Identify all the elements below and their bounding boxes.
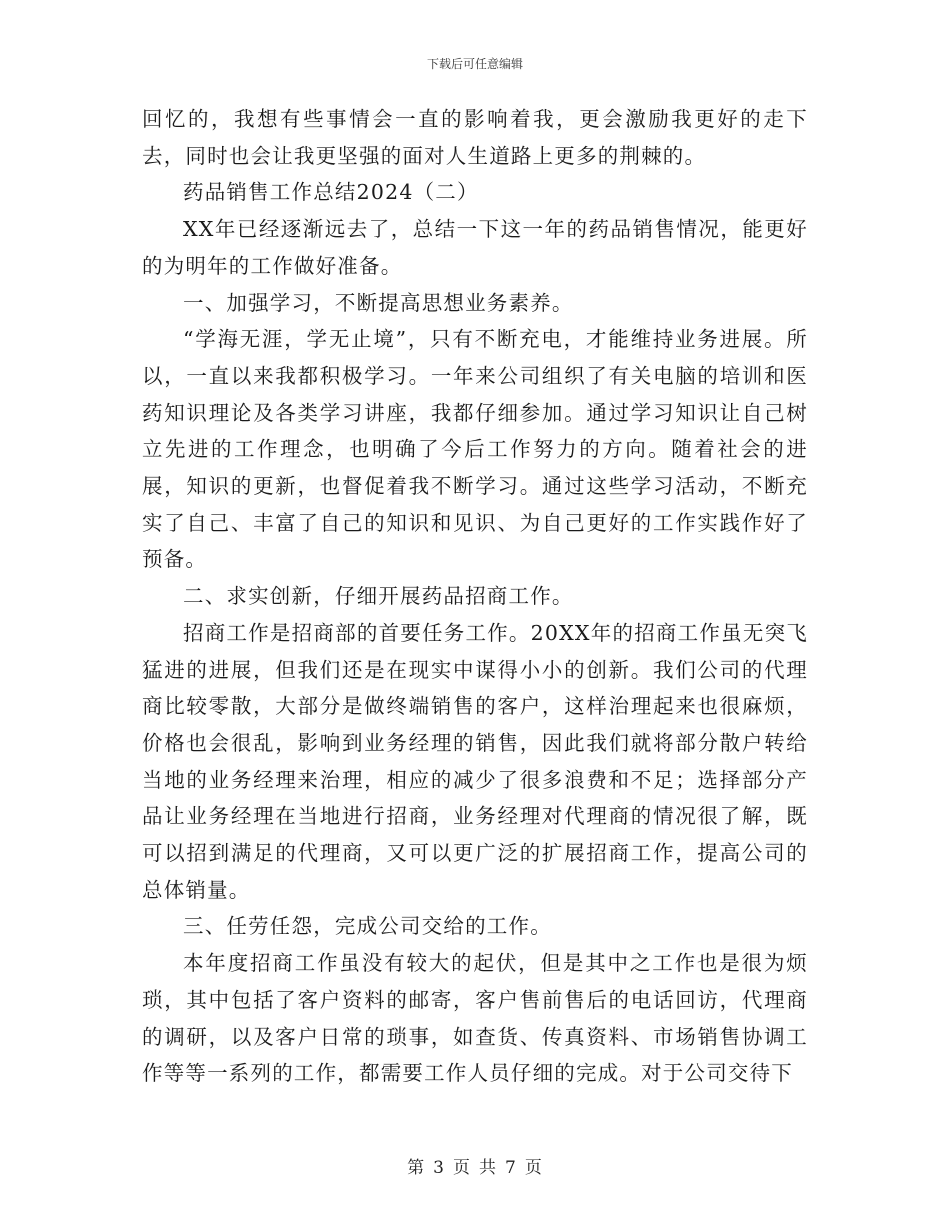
page-header-note: 下载后可任意编辑 [426,57,523,71]
heading-3: 三、任劳任怨，完成公司交给的工作。 [183,914,552,939]
footer-label-di: 第 [407,1158,426,1178]
paragraph-5: 本年度招商工作虽没有较大的起伏，但是其中之工作也是很为烦琐，其中包括了客户资料的邮寄，客户售前售后的电话回访，代理商的调研，以及客户日常的琐事，如查货、传真资料、市场销售协调工作等等一系列的工作，都需要工作人员仔细的完成。对于公司交待下 [142,951,808,1086]
paragraph-3: “学海无涯，学无止境”，只有不断充电，才能维持业务进展。所以，一直以来我都积极学习。一年来公司组织了有关电脑的培训和医药知识理论及各类学习讲座，我都仔细参加。通过学习知识让自己树立先进的工作理念，也明确了今后工作努力的方向。随着社会的进展，知识的更新，也督促着我不断学习。通过这些学习活动，不断充实了自己、丰富了自己的知识和见识、为自己更好的工作实践作好了预备。 [142,327,808,572]
document-body [142,101,808,1092]
total-page-count: 7 [505,1158,517,1178]
heading-1: 一、加强学习，不断提高思想业务素养。 [183,290,574,315]
footer-label-gong: 共 [479,1158,497,1178]
footer-label-ye: 页 [453,1158,471,1178]
current-page-number: 3 [433,1158,445,1178]
paragraph-2: XX年已经逐渐远去了，总结一下这一年的药品销售情况，能更好的为明年的工作做好准备。 [142,217,808,278]
paragraph-1: 回忆的，我想有些事情会一直的影响着我，更会激励我更好的走下去，同时也会让我更坚强的面对人生道路上更多的荆棘的。 [142,107,808,168]
page-footer [0,1153,950,1178]
footer-label-ye-end: 页 [524,1158,543,1178]
heading-2: 二、求实创新，仔细开展药品招商工作。 [183,584,574,609]
paragraph-4: 招商工作是招商部的首要任务工作。20XX年的招商工作虽无突飞猛进的进展，但我们还是在现实中谋得小小的创新。我们公司的代理商比较零散，大部分是做终端销售的客户，这样治理起来也很麻烦，价格也会很乱，影响到业务经理的销售，因此我们就将部分散户转给当地的业务经理来治理，相应的减少了很多浪费和不足；选择部分产品让业务经理在当地进行招商，业务经理对代理商的情况很了解，既可以招到满足的代理商，又可以更广泛的扩展招商工作，提高公司的总体销量。 [142,620,808,902]
section-title: 药品销售工作总结2024（二） [183,180,479,205]
